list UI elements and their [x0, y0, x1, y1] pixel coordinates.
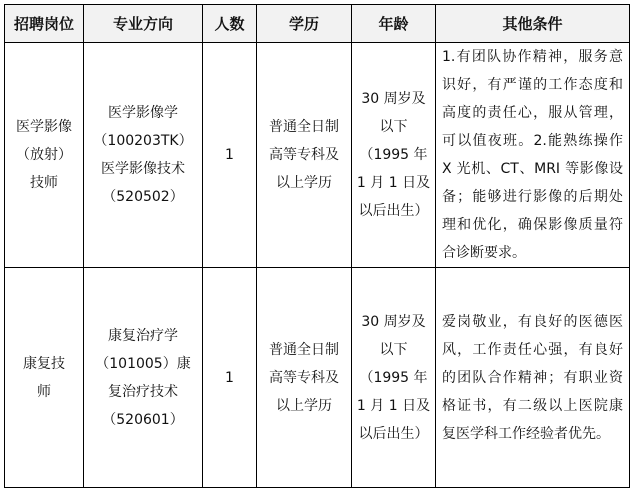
conditions-cell: 1.有团队协作精神，服务意识好，有严谨的工作态度和高度的责任心，服从管理，可以值夜班。2.能熟练操作 X 光机、CT、MRI 等影像设备；能够进行影像的后期处理和优化，确保影像质量符合诊断要求。: [436, 43, 630, 268]
header-major: 专业方向: [84, 5, 203, 43]
table-row: [5, 268, 630, 488]
major-cell: 医学影像学（100203TK）医学影像技术（520502）: [84, 43, 203, 268]
header-conditions: 其他条件: [436, 5, 630, 43]
position-cell: 医学影像（放射）技师: [5, 43, 84, 268]
recruitment-table: [4, 4, 630, 488]
header-row: [5, 5, 630, 43]
position-cell: 康复技师: [5, 268, 84, 488]
conditions-cell: 爱岗敬业，有良好的医德医风，工作责任心强，有良好的团队合作精神；有职业资格证书，有二级以上医院康复医学科工作经验者优先。: [436, 268, 630, 488]
major-cell: 康复治疗学（101005）康复治疗技术（520601）: [84, 268, 203, 488]
age-cell: 30 周岁及以下（1995 年 1 月 1 日及以后出生）: [352, 43, 436, 268]
education-cell: 普通全日制高等专科及以上学历: [257, 43, 352, 268]
count-cell: 1: [203, 268, 257, 488]
header-position: 招聘岗位: [5, 5, 84, 43]
table-row: [5, 43, 630, 268]
header-education: 学历: [257, 5, 352, 43]
header-age: 年龄: [352, 5, 436, 43]
header-count: 人数: [203, 5, 257, 43]
education-cell: 普通全日制高等专科及以上学历: [257, 268, 352, 488]
count-cell: 1: [203, 43, 257, 268]
age-cell: 30 周岁及以下（1995 年 1 月 1 日及以后出生）: [352, 268, 436, 488]
